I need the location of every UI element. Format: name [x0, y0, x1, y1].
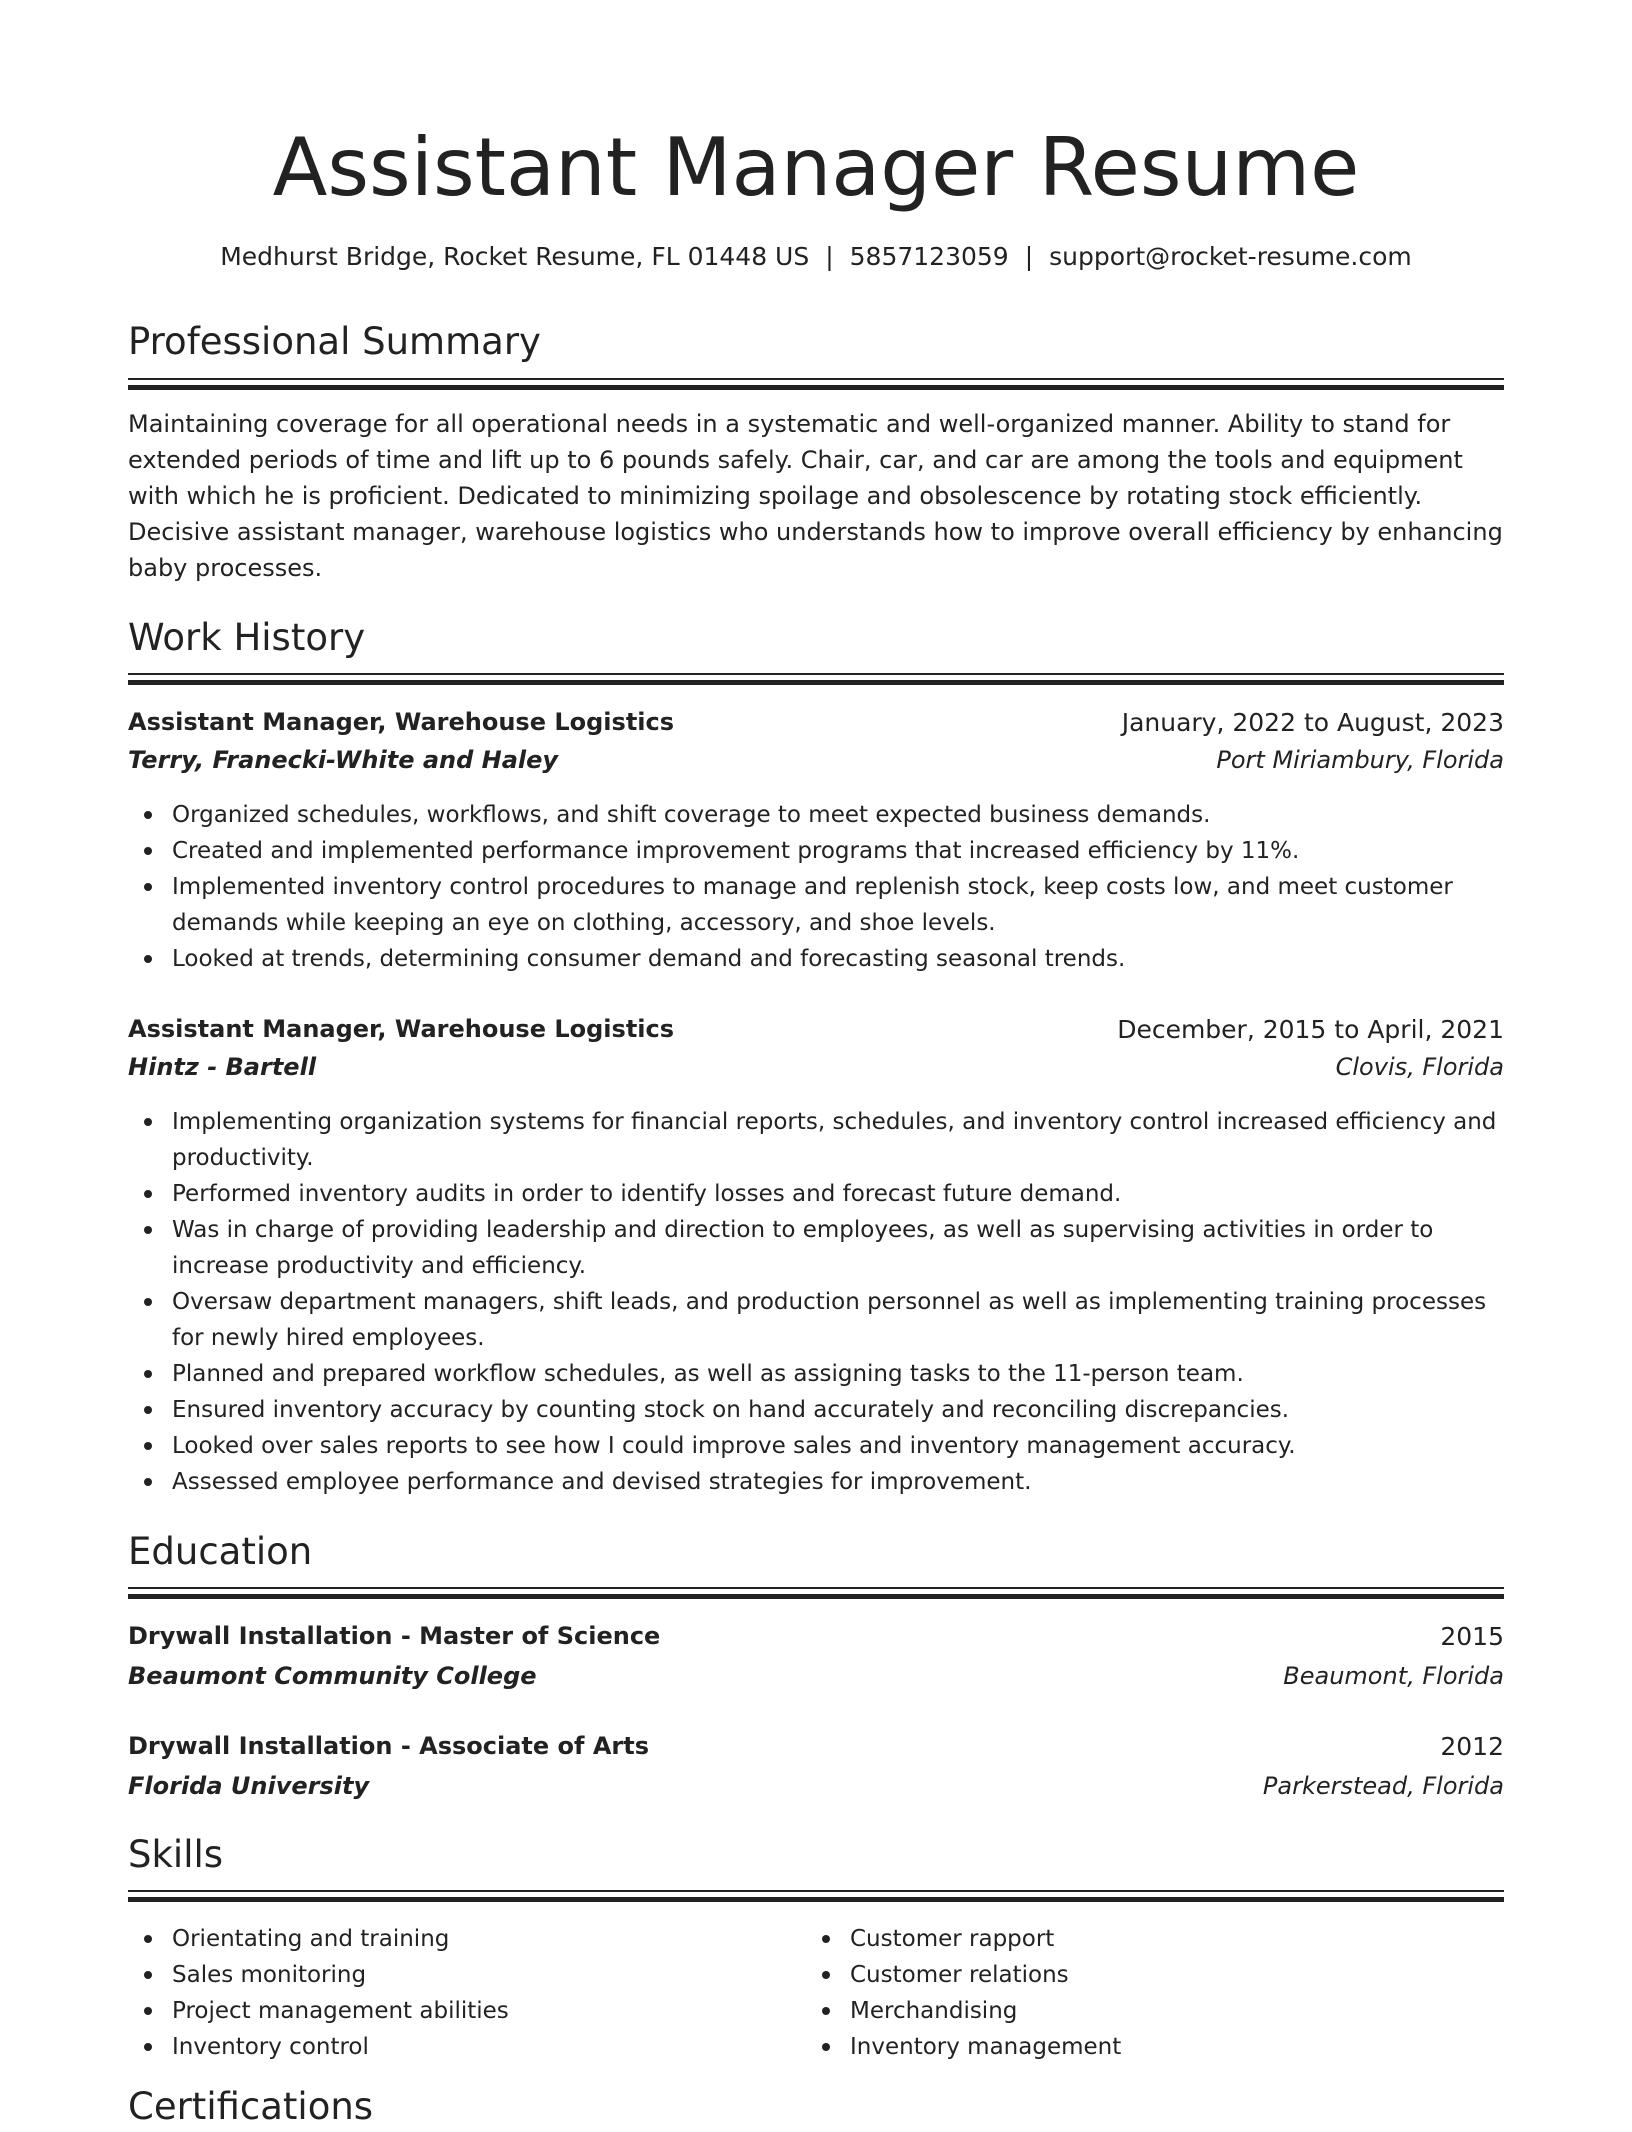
education-section-header: [128, 1527, 1504, 1577]
skill-item: Inventory control: [128, 2029, 1504, 2065]
skills-list-right: [806, 1921, 1632, 2065]
job-company-row: [128, 1048, 1504, 1086]
job-title-row: [128, 1010, 1504, 1048]
contact-separator: |: [825, 242, 834, 271]
education-degree: Drywall Installation - Associate of Arts: [128, 1732, 649, 1760]
education-school: Beaumont Community College: [128, 1662, 537, 1690]
skill-item: Customer relations: [806, 1957, 1632, 1993]
summary-heading: Professional Summary: [128, 320, 541, 363]
section-divider: [128, 1587, 1504, 1589]
education-degree-row: [128, 1617, 1504, 1655]
work-heading: Work History: [128, 616, 366, 659]
certifications-heading: Certifications: [128, 2085, 374, 2128]
section-divider: [128, 1594, 1504, 1599]
contact-phone: 5857123059: [849, 242, 1009, 271]
certifications-section-header: [128, 2082, 1504, 2132]
job-dates: January, 2022 to August, 2023: [1121, 707, 1504, 737]
list-item: Ensured inventory accuracy by counting stock on hand accurately and reconciling discrepancies.: [128, 1392, 1504, 1428]
job-location: Port Miriambury, Florida: [1216, 746, 1504, 774]
skill-item: Project management abilities: [128, 1993, 1504, 2029]
list-item: Oversaw department managers, shift leads, and production personnel as well as implementing training processes for newly hired employees.: [128, 1284, 1504, 1356]
job-bullet-list: [128, 797, 1504, 977]
list-item: Planned and prepared workflow schedules, as well as assigning tasks to the 11-person team.: [128, 1356, 1504, 1392]
work-section-header: [128, 613, 1504, 663]
contact-separator: |: [1024, 242, 1034, 271]
education-heading: Education: [128, 1530, 313, 1573]
education-school-row: [128, 1767, 1504, 1805]
job-company-row: [128, 741, 1504, 779]
list-item: Was in charge of providing leadership and direction to employees, as well as supervising activities in order to increase productivity and efficiency.: [128, 1212, 1504, 1284]
job-location: Clovis, Florida: [1335, 1053, 1504, 1081]
education-year: 2012: [1440, 1731, 1504, 1761]
contact-address: Medhurst Bridge, Rocket Resume, FL 01448 US: [220, 242, 810, 271]
list-item: Performed inventory audits in order to identify losses and forecast future demand.: [128, 1176, 1504, 1212]
section-divider: [128, 673, 1504, 675]
job-title-row: [128, 703, 1504, 741]
section-divider: [128, 378, 1504, 380]
education-degree: Drywall Installation - Master of Science: [128, 1622, 661, 1650]
job-company: Terry, Franecki-White and Haley: [128, 746, 559, 774]
skills-section-header: [128, 1830, 1504, 1880]
skill-item: Merchandising: [806, 1993, 1632, 2029]
education-location: Beaumont, Florida: [1283, 1662, 1504, 1690]
job-title: Assistant Manager, Warehouse Logistics: [128, 1015, 675, 1043]
job-title: Assistant Manager, Warehouse Logistics: [128, 708, 675, 736]
education-year: 2015: [1440, 1621, 1504, 1651]
section-divider: [128, 680, 1504, 685]
list-item: Created and implemented performance improvement programs that increased efficiency by 11%.: [128, 833, 1504, 869]
education-school-row: [128, 1657, 1504, 1695]
skill-item: Inventory management: [806, 2029, 1632, 2065]
education-school: Florida University: [128, 1772, 370, 1800]
summary-text: Maintaining coverage for all operational needs in a systematic and well-organized manner. Ability to stand for extended periods of time and lift up to 6 pounds safely. Chair, car, and car are among the tools and equipment with which he is proficient. Dedicated to minimizing spoilage and obsolescence by rotating stock efficiently. Decisive assistant manager, warehouse logistics who understands how to improve overall efficiency by enhancing baby processes.: [128, 410, 1503, 582]
job-bullet-list: [128, 1104, 1504, 1500]
list-item: Organized schedules, workflows, and shift coverage to meet expected business demands.: [128, 797, 1504, 833]
job-company: Hintz - Bartell: [128, 1053, 317, 1081]
list-item: Assessed employee performance and devised strategies for improvement.: [128, 1464, 1504, 1500]
skill-item: Customer rapport: [806, 1921, 1632, 1957]
education-location: Parkerstead, Florida: [1262, 1772, 1504, 1800]
section-divider: [128, 1890, 1504, 1892]
education-degree-row: [128, 1727, 1504, 1765]
contact-email[interactable]: support@rocket-resume.com: [1049, 242, 1412, 271]
section-divider: [128, 385, 1504, 390]
list-item: Looked over sales reports to see how I could improve sales and inventory management accuracy.: [128, 1428, 1504, 1464]
list-item: Implementing organization systems for financial reports, schedules, and inventory control increased efficiency and productivity.: [128, 1104, 1504, 1176]
resume-title: Assistant Manager Resume: [272, 121, 1360, 214]
list-item: Implemented inventory control procedures to manage and replenish stock, keep costs low, and meet customer demands while keeping an eye on clothing, accessory, and shoe levels.: [128, 869, 1504, 941]
summary-section-header: [128, 317, 1504, 367]
skill-item: Sales monitoring: [128, 1957, 1504, 1993]
skills-heading: Skills: [128, 1833, 224, 1876]
skill-item: Orientating and training: [128, 1921, 1504, 1957]
contact-line: [128, 240, 1504, 274]
section-divider: [128, 1897, 1504, 1902]
list-item: Looked at trends, determining consumer demand and forecasting seasonal trends.: [128, 941, 1504, 977]
job-dates: December, 2015 to April, 2021: [1117, 1014, 1504, 1044]
